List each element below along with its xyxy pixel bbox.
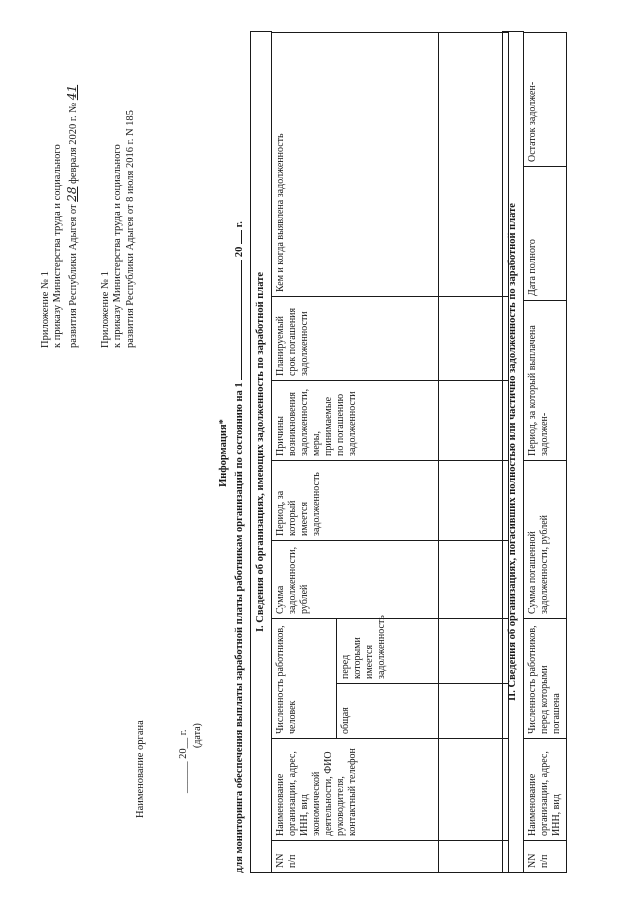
appendix-old-block — [100, 110, 137, 348]
s2-header-rest: Остаток задолжен- — [523, 32, 566, 166]
s1-empty-cell — [438, 296, 508, 380]
section1-table — [271, 32, 509, 873]
appendix-new-line3 — [64, 84, 79, 347]
s2-header-count: Численность работников, перед которыми погашена — [523, 618, 566, 738]
s2-header-name: Наименование организации, адрес, ИНН, вид — [523, 738, 566, 840]
s1-header-reasons: Причины возникновения задолженности, меры, принимаемые по погашению задолженности — [271, 380, 438, 460]
section1-title: I. Сведения об организациях, имеющих задолженность по заработной плате — [250, 31, 272, 873]
organ-label: Наименование органа — [134, 719, 146, 818]
date-line: ______ 20__ г. — [177, 729, 189, 793]
handwritten-date: 28 — [64, 186, 79, 202]
s1-empty-cell — [438, 738, 508, 840]
appendix-old-line2: к приказу Министерства труда и социального — [111, 143, 123, 348]
s1-empty-cell — [438, 460, 508, 540]
s2-header-nn: NN п/п — [523, 840, 566, 872]
doc-subtitle-blank — [241, 259, 242, 379]
section2-title: II. Сведения об организациях, погасивших полностью или частично задолженность по заработной плате — [502, 31, 524, 873]
s1-header-sum: Сумма задолженности, рублей — [271, 540, 438, 618]
s1-empty-cell — [438, 618, 508, 683]
s1-header-count: Численность работников, человек — [271, 618, 336, 738]
date-caption: (дата) — [191, 722, 203, 748]
appendix-new-block — [40, 84, 80, 347]
appendix-new-line3-mid: февраля 2020 г. № — [67, 102, 79, 184]
s2-header-date: Дата полного — [523, 166, 566, 300]
section2-table — [523, 32, 567, 873]
s1-header-planned: Планируемый срок погашения задолженности — [271, 296, 438, 380]
s1-empty-cell — [438, 840, 508, 872]
s1-empty-cell — [438, 683, 508, 738]
s1-empty-cell — [438, 32, 508, 296]
appendix-old-line1: Приложение № 1 — [99, 270, 111, 348]
doc-subtitle-blank-year — [241, 229, 242, 243]
handwritten-number: 41 — [64, 84, 79, 100]
s2-header-sum: Сумма погашенной задолженности, рублей — [523, 460, 566, 618]
appendix-new-line2: к приказу Министерства труда и социального — [51, 143, 63, 348]
doc-subtitle-main: для мониторинга обеспечения выплаты заработной платы работникам организаций по состоянию на 1 — [233, 381, 245, 873]
document-page — [20, 13, 620, 893]
s1-header-count-debt: перед которыми имеется задолженность — [336, 618, 438, 683]
doc-subtitle-year: 20 — [233, 246, 245, 257]
s1-empty-cell — [438, 380, 508, 460]
appendix-new-line3-prefix: развития Республики Адыгея от — [67, 203, 79, 348]
doc-title: Информация* — [217, 418, 229, 487]
appendix-new-line1: Приложение № 1 — [39, 270, 51, 348]
doc-subtitle-g: г. — [233, 220, 245, 227]
s2-header-period: Период, за который выплачена задолжен- — [523, 300, 566, 460]
appendix-old-line3: развития Республики Адыгея от 8 июля 2016 г. N 185 — [124, 109, 136, 348]
s1-header-period: Период, за который имеется задолженность — [271, 460, 438, 540]
doc-subtitle — [234, 33, 246, 873]
s1-header-who: Кем и когда выявлена задолженность — [271, 32, 438, 296]
s1-empty-cell — [438, 540, 508, 618]
s1-header-name: Наименование организации, адрес, ИНН, вид экономической деятельности, ФИО руководителя, контактный телефон — [271, 738, 438, 840]
s1-header-nn: NN п/п — [271, 840, 438, 872]
s1-header-count-total: общая — [336, 683, 438, 738]
